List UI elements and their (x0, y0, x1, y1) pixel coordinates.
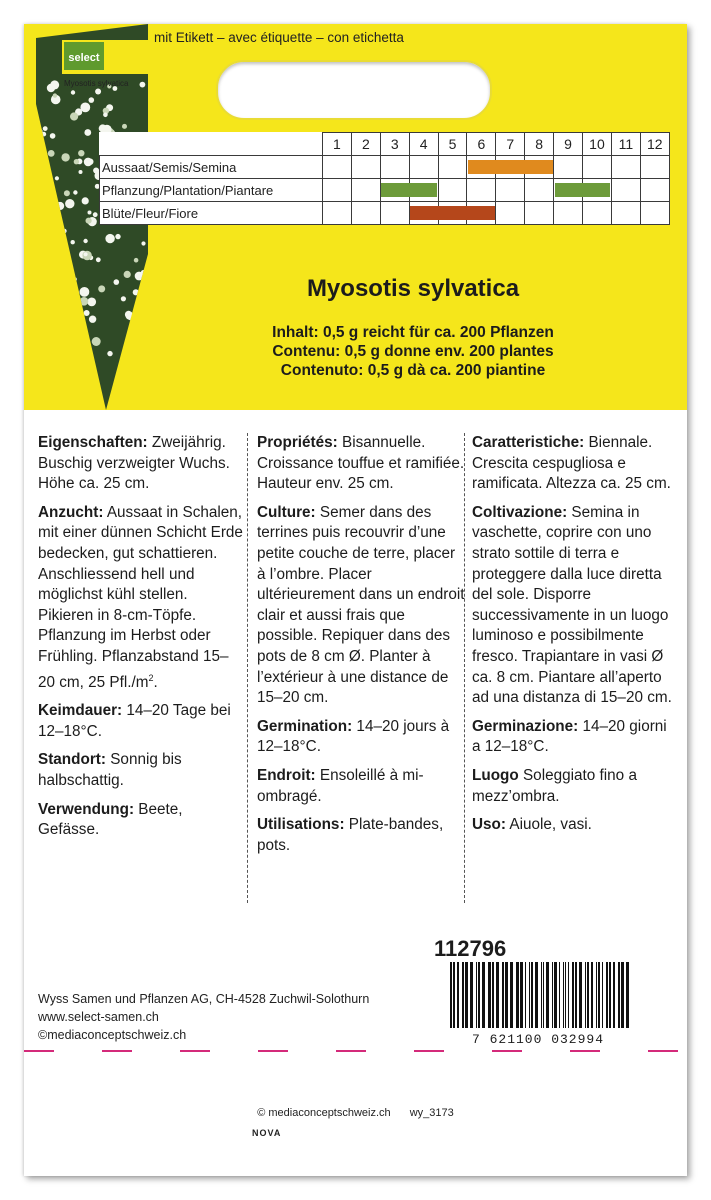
calendar-row-label: Aussaat/Semis/Semina (100, 156, 323, 179)
calendar-cell (525, 179, 554, 202)
calendar-cell (640, 179, 669, 202)
blossom (43, 126, 48, 131)
month-number: 4 (409, 133, 438, 156)
flag-label: Myosotis sylvatica (64, 79, 129, 88)
calendar-cell (351, 202, 380, 225)
blossom (60, 242, 67, 249)
calendar-cell (611, 202, 640, 225)
blossom (78, 150, 84, 156)
blossom (95, 89, 101, 95)
column-italian: Caratteristiche: Biennale. Crescita cespugliosa e ramificata. Altezza ca. 25 cm. Coltivazione: Semina in vaschette, coprire con uno strato sottile di terra e proteggere dalla luce diretta del sole. Disporre successivamente in un luogo luminoso e possibilmente fresco. Trapiantare in vasi Ø ca. 8 cm. Piantare all’aperto ad una distanza di 15–20 cm. Germinazione: 14–20 giorni a 12–18°C. Luogo Soleggiato fino a mezz’ombra. Uso: Aiuole, vasi. (472, 434, 672, 834)
blossom (122, 124, 127, 129)
blossom (64, 190, 70, 196)
blossom (82, 197, 89, 204)
blossom (39, 160, 46, 167)
month-number: 3 (380, 133, 409, 156)
month-number: 10 (583, 133, 612, 156)
blossom (41, 192, 46, 197)
calendar-cell (496, 179, 525, 202)
month-number: 1 (323, 133, 352, 156)
brand-logo: select (68, 52, 100, 64)
blossom (56, 245, 62, 251)
blossom (39, 190, 45, 196)
calendar-cell (583, 202, 612, 225)
calendar-period-bar (555, 183, 611, 197)
column-german: Eigenschaften: Zweijährig. Buschig verzweigter Wuchs. Höhe ca. 25 cm. Anzucht: Aussaat in Schalen, mit einer dünnen Schicht Erde bedecken, gut schattieren. Anschliessend hell und möglichst kühl stellen. Pikieren in 8-cm-Töpfe. Pflanzung im Herbst oder Frühling. Pflanzabstand 15–20 cm, 25 $Pfl./m^2$. Keimdauer: 14–20 Tage bei 12–18°C. Standort: Sonnig bis halbschattig. Verwendung: Beete, Gefässe. (38, 434, 243, 839)
calendar-cell (323, 202, 352, 225)
month-number: 8 (525, 133, 554, 156)
website-link[interactable]: www.select-samen.ch (38, 1010, 159, 1024)
calendar-row-label: Blüte/Fleur/Fiore (100, 202, 323, 225)
column-french: Propriétés: Bisannuelle. Croissance touffue et ramifiée. Hauteur env. 25 cm. Culture: Semer dans des terrines puis recouvrir d’une petite couche de terre, placer à l’ombre. Placer ultérieurement dans un endroit clair et aussi frais que possible. Repiquer dans des pots de 8 cm Ø. Planter à l’extérieur à une distance de 15–20 cm. Germination: 14–20 jours à 12–18°C. Endroit: Ensoleillé à mi-ombragé. Utilisations: Plate-bandes, pots. (257, 434, 465, 854)
blossom (88, 211, 92, 215)
footer-reference: wy_3173 (409, 1107, 454, 1119)
blossom (36, 176, 42, 184)
calendar-cell (467, 179, 496, 202)
species-title: Myosotis sylvatica (306, 275, 520, 302)
calendar-cell (554, 202, 583, 225)
month-number: 5 (438, 133, 467, 156)
blossom (47, 305, 55, 313)
yellow-header-panel (24, 24, 687, 410)
blossom (43, 220, 52, 229)
content-line-it: Contenuto: 0,5 g dà ca. 200 piantine (280, 362, 546, 379)
tagline: mit Etikett – avec étiquette – con etichetta (154, 30, 404, 45)
print-footer (24, 1107, 687, 1119)
blossom (125, 385, 134, 394)
blossom (36, 255, 43, 263)
blossom (105, 234, 114, 243)
blossom (74, 159, 79, 164)
blossom (71, 90, 75, 94)
calendar-cell (640, 156, 669, 179)
article-number: 112796 (434, 936, 507, 961)
blossom (50, 133, 56, 139)
blossom (84, 252, 88, 256)
blossom (84, 158, 93, 167)
calendar-cell (380, 202, 409, 225)
blossom (84, 129, 91, 136)
blossom (65, 199, 74, 208)
address-line: ©mediaconceptschweiz.ch (38, 1028, 187, 1042)
month-number: 11 (611, 133, 640, 156)
blossom (38, 195, 45, 202)
blossom (96, 257, 101, 262)
blossom (125, 312, 133, 320)
blossom (47, 84, 55, 92)
address-line: Wyss Samen und Pflanzen AG, CH-4528 Zuchwil-Solothurn (38, 992, 370, 1006)
column-divider (464, 433, 465, 903)
blossom (46, 183, 51, 188)
blossom (45, 217, 55, 227)
calendar-cell (323, 179, 352, 202)
blossom (103, 113, 108, 118)
footer-copyright: © mediaconceptschweiz.ch (257, 1107, 391, 1119)
seed-packet (24, 24, 687, 1176)
blossom (61, 153, 69, 161)
blossom (67, 392, 71, 396)
blossom (42, 132, 47, 137)
calendar-cell (409, 156, 438, 179)
blossom (93, 387, 101, 395)
blossom (89, 97, 95, 103)
calendar-period-bar (381, 183, 437, 197)
calendar-period-bar (468, 160, 553, 174)
month-number: 6 (467, 133, 496, 156)
content-line-fr: Contenu: 0,5 g donne env. 200 plantes (272, 343, 554, 360)
fold-line (24, 1050, 687, 1052)
blossom (36, 158, 40, 163)
blossom (141, 241, 145, 245)
blossom (58, 256, 66, 264)
blossom (134, 258, 139, 263)
hang-hole (216, 60, 492, 120)
blossom (37, 208, 45, 216)
blossom (36, 232, 39, 239)
blossom (71, 240, 75, 244)
blossom (46, 305, 55, 314)
sowing-calendar (99, 132, 670, 225)
blossom (62, 229, 67, 234)
calendar-period-bar (410, 206, 495, 220)
printer-logo: NOVA (252, 1128, 282, 1138)
blossom (140, 82, 146, 88)
calendar-cell (351, 179, 380, 202)
calendar-cell (438, 179, 467, 202)
blossom (65, 263, 70, 268)
blossom (52, 386, 59, 393)
content-line-de: Inhalt: 0,5 g reicht für ca. 200 Pflanzen (272, 324, 554, 341)
calendar-cell (640, 202, 669, 225)
barcode-digits: 7 621100 032994 (471, 1032, 605, 1047)
month-number: 2 (351, 133, 380, 156)
column-divider (247, 433, 248, 903)
blossom (79, 170, 83, 174)
blossom (36, 383, 40, 391)
barcode (438, 962, 638, 1048)
calendar-cell (323, 156, 352, 179)
calendar-cell (611, 179, 640, 202)
blossom (70, 112, 78, 120)
company-address (38, 990, 369, 1044)
month-number: 9 (554, 133, 583, 156)
blossom (93, 212, 98, 217)
calendar-cell (496, 202, 525, 225)
calendar-cell (438, 156, 467, 179)
month-number: 12 (640, 133, 669, 156)
blossom (45, 235, 52, 242)
calendar-cell (525, 202, 554, 225)
month-number: 7 (496, 133, 525, 156)
calendar-row-label: Pflanzung/Plantation/Piantare (100, 179, 323, 202)
blossom (84, 310, 90, 316)
blossom (115, 234, 120, 239)
calendar-cell (380, 156, 409, 179)
calendar-cell (611, 156, 640, 179)
content-info (24, 323, 687, 380)
calendar-cell (351, 156, 380, 179)
blossom (56, 202, 64, 210)
blossom (48, 150, 55, 157)
calendar-row (100, 156, 670, 179)
blossom (73, 190, 77, 194)
blossom (83, 379, 92, 388)
blossom (89, 316, 96, 323)
calendar-cell (554, 156, 583, 179)
calendar-row (100, 202, 670, 225)
blossom (53, 93, 57, 97)
calendar-cell (583, 156, 612, 179)
blossom (83, 239, 87, 243)
blossom (86, 218, 92, 224)
blossom (55, 176, 59, 180)
